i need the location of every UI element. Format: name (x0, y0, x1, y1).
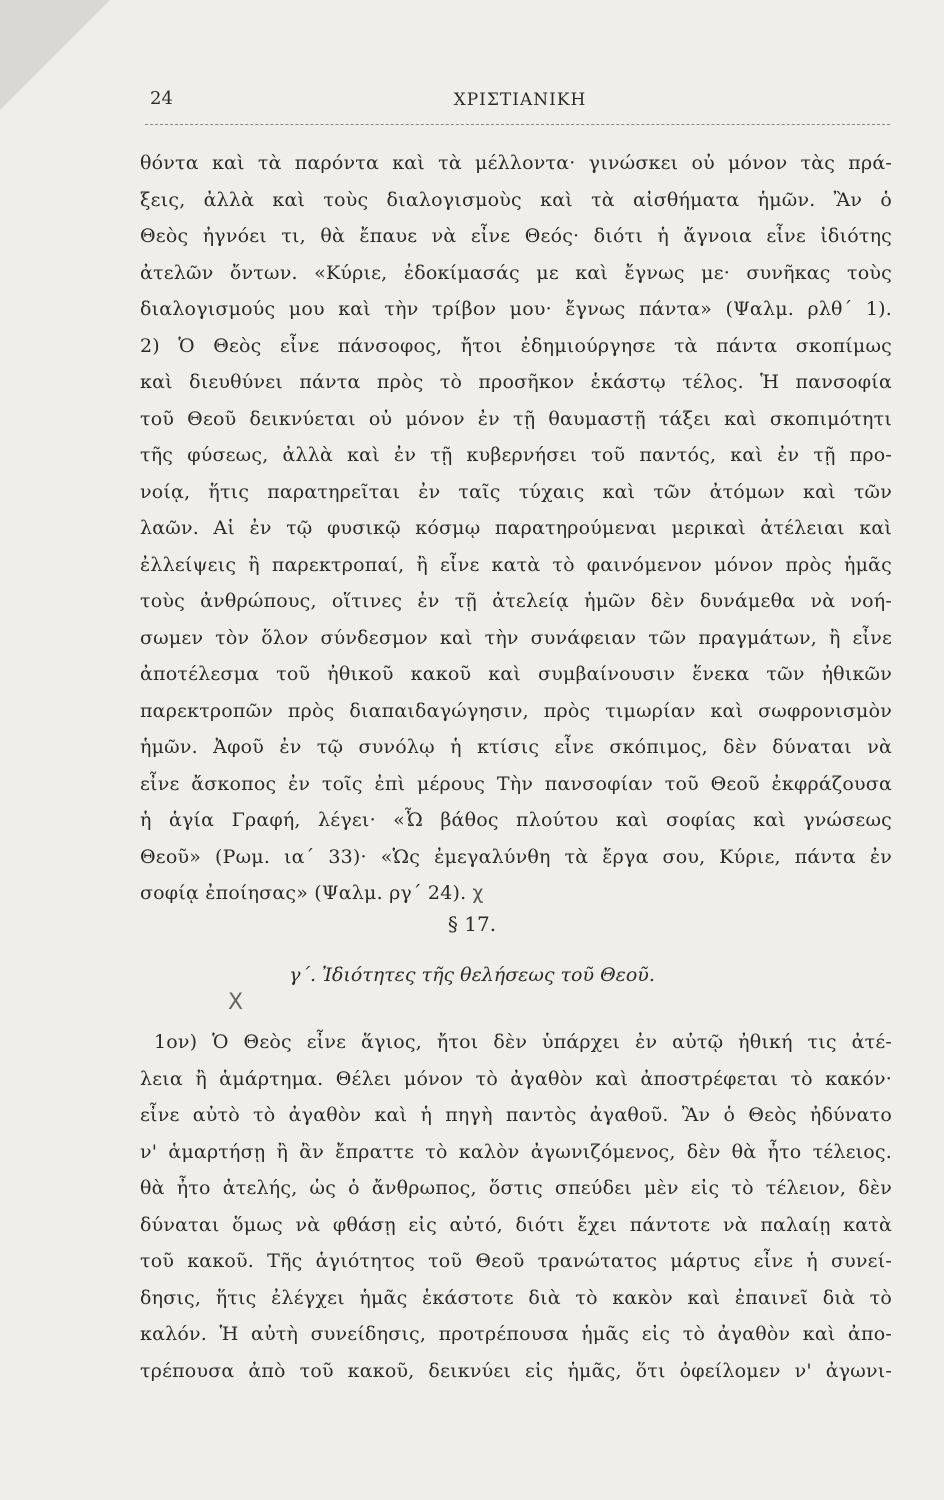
text-line: παρεκτροπῶν πρὸς διαπαιδαγώγησιν, πρὸς τιμωρίαν καὶ σωφρονισμὸν (140, 699, 892, 722)
text-line-end: σοφίᾳ ἐποίησας» (Ψαλμ. ργ΄ 24). (140, 882, 467, 904)
text-line: τοῦ κακοῦ. Τῆς ἁγιότητος τοῦ Θεοῦ τρανώτατος μάρτυς εἶνε ἡ συνεί- (140, 1250, 892, 1272)
paragraph-1 (140, 145, 892, 912)
running-head: ΧΡΙΣΤΙΑΝΙΚΗ (453, 90, 587, 110)
paragraph-2 (140, 1024, 892, 1389)
text-line: ἡ ἁγία Γραφή, λέγει· «Ὦ βάθος πλούτου καὶ σοφίας καὶ γνώσεως (140, 809, 892, 831)
header-rule (145, 124, 890, 125)
page-header (150, 88, 890, 118)
text-line: δύναται ὅμως νὰ φθάσῃ εἰς αὐτό, διότι ἔχει πάντοτε νὰ παλαίῃ κατὰ (140, 1213, 892, 1236)
text-line: δησις, ἥτις ἐλέγχει ἡμᾶς ἑκάστοτε διὰ τὸ κακὸν καὶ ἐπαινεῖ διὰ τὸ (140, 1286, 892, 1309)
text-line: καὶ διευθύνει πάντα πρὸς τὸ προσῆκον ἑκάστῳ τέλος. Ἡ πανσοφία (140, 371, 892, 393)
section-number: § 17. (447, 912, 497, 936)
text-line: τοῦ Θεοῦ δεικνύεται οὐ μόνον ἐν τῇ θαυμαστῇ τάξει καὶ σκοπιμότητι (140, 407, 892, 430)
text-line: 1ον) Ὁ Θεὸς εἶνε ἅγιος, ἤτοι δὲν ὑπάρχει ἐν αὐτῷ ἠθική τις ἀτέ- (154, 1031, 892, 1053)
text-line: ἀποτέλεσμα τοῦ ἠθικοῦ κακοῦ καὶ συμβαίνουσιν ἕνεκα τῶν ἠθικῶν (140, 663, 892, 685)
section-title: γ΄. Ἰδιότητες τῆς θελήσεως τοῦ Θεοῦ. (289, 964, 655, 986)
text-line: θόντα καὶ τὰ παρόντα καὶ τὰ μέλλοντα· γινώσκει οὐ μόνον τὰς πρά- (140, 152, 892, 174)
text-line: ἀτελῶν ὄντων. «Κύριε, ἐδοκίμασάς με καὶ ἔγνως με· συνῆκας τοὺς (140, 261, 892, 284)
text-line: τρέπουσα ἀπὸ τοῦ κακοῦ, δεικνύει εἰς ἡμᾶς, ὅτι ὀφείλομεν ν' ἀγωνι- (140, 1359, 892, 1382)
text-line: Θεοῦ» (Ρωμ. ια΄ 33)· «Ὡς ἐμεγαλύνθη τὰ ἔργα σου, Κύριε, πάντα ἐν (140, 845, 892, 868)
pencil-x-mark: X (228, 990, 244, 1015)
text-line: τῆς φύσεως, ἀλλὰ καὶ ἐν τῇ κυβερνήσει τοῦ παντός, καὶ ἐν τῇ προ- (140, 444, 892, 466)
text-line: ν' ἁμαρτήσῃ ἢ ἂν ἔπραττε τὸ καλὸν ἀγωνιζόμενος, δὲν θὰ ἦτο τέλειος. (140, 1140, 892, 1163)
margin-mark: χ (472, 882, 484, 904)
text-line: ἡμῶν. Ἀφοῦ ἐν τῷ συνόλῳ ἡ κτίσις εἶνε σκόπιμος, δὲν δύναται νὰ (140, 736, 892, 758)
text-line: διαλογισμούς μου καὶ τὴν τρίβον μου· ἔγνως πάντα» (Ψαλμ. ρλθ΄ 1). (140, 298, 892, 320)
folded-corner (0, 0, 110, 110)
text-line: εἶνε αὐτὸ τὸ ἀγαθὸν καὶ ἡ πηγὴ παντὸς ἀγαθοῦ. Ἂν ὁ Θεὸς ἠδύνατο (140, 1104, 892, 1126)
text-line: νοίᾳ, ἥτις παρατηρεῖται ἐν ταῖς τύχαις καὶ τῶν ἀτόμων καὶ τῶν (140, 480, 892, 503)
text-line: θὰ ἦτο ἀτελής, ὡς ὁ ἄνθρωπος, ὅστις σπεύδει μὲν εἰς τὸ τέλειον, δὲν (140, 1177, 892, 1199)
text-line: εἶνε ἄσκοπος ἐν τοῖς ἐπὶ μέρους Τὴν πανσοφίαν τοῦ Θεοῦ ἐκφράζουσα (140, 772, 892, 795)
text-line: ἐλλείψεις ἢ παρεκτροπαί, ἢ εἶνε κατὰ τὸ φαινόμενον μόνον πρὸς ἡμᾶς (140, 553, 892, 576)
text-line: καλόν. Ἡ αὐτὴ συνείδησις, προτρέπουσα ἡμᾶς εἰς τὸ ἀγαθὸν καὶ ἀπο- (140, 1323, 892, 1345)
text-line: σωμεν τὸν ὅλον σύνδεσμον καὶ τὴν συνάφειαν τῶν πραγμάτων, ἢ εἶνε (140, 626, 892, 649)
text-line: τοὺς ἀνθρώπους, οἵτινες ἐν τῇ ἀτελείᾳ ἡμῶν δὲν δυνάμεθα νὰ νοή- (140, 590, 892, 612)
text-line: λαῶν. Αἱ ἐν τῷ φυσικῷ κόσμῳ παρατηρούμεναι μερικαὶ ἀτέλειαι καὶ (140, 517, 892, 539)
page-number: 24 (150, 88, 173, 109)
text-line: Θεὸς ἠγνόει τι, θὰ ἔπαυε νὰ εἶνε Θεός· διότι ἡ ἄγνοια εἶνε ἰδιότης (140, 225, 892, 247)
text-line: 2) Ὁ Θεὸς εἶνε πάνσοφος, ἤτοι ἐδημιούργησε τὰ πάντα σκοπίμως (140, 334, 892, 357)
text-line: ξεις, ἀλλὰ καὶ τοὺς διαλογισμοὺς καὶ τὰ αἰσθήματα ἡμῶν. Ἂν ὁ (140, 188, 892, 211)
text-line: λεια ἢ ἁμάρτημα. Θέλει μόνον τὸ ἀγαθὸν καὶ ἀποστρέφεται τὸ κακόν· (140, 1067, 892, 1090)
text-line-final (140, 875, 892, 912)
